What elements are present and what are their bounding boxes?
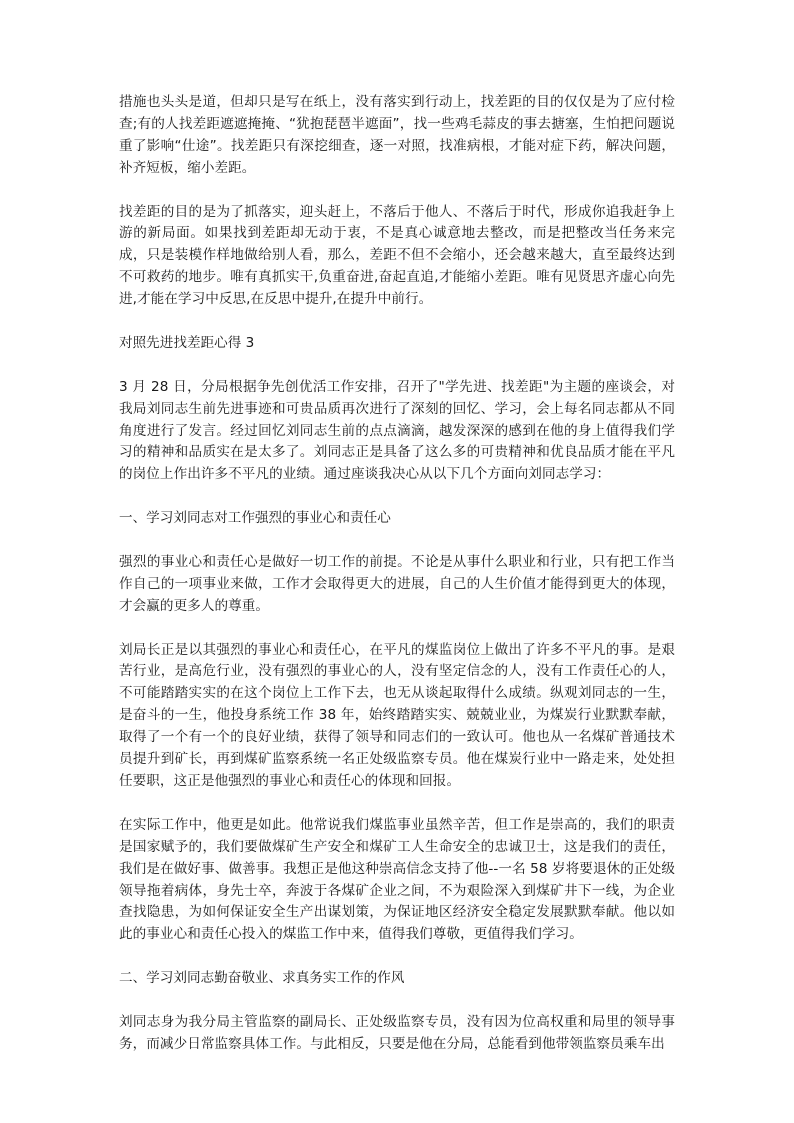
paragraph-7: 刘同志身为我分局主管监察的副局长、正处级监察专员，没有因为位高权重和局里的领导事务，而减少日常监察具体工作。与此相反，只要是他在分局，总能看到他带领监察员乘车出: [119, 1013, 675, 1052]
paragraph-3: 3 月 28 日，分局根据争先创优活工作安排，召开了"学先进、找差距"为主题的座谈会，对我局刘同志生前先进事迹和可贵品质再次进行了深刻的回忆、学习，会上每名同志都从不同角度进行了发言。经过回忆刘同志生前的点点滴滴，越发深深的感到在他的身上值得我们学习的精神和品质实在是太多了。刘同志正是具备了这么多的可贵精神和优良品质才能在平凡的岗位上作出许多不平凡的业绩。通过座谈我决心从以下几个方面向刘同志学习：: [119, 378, 675, 483]
paragraph-6: 在实际工作中，他更是如此。他常说我们煤监事业虽然辛苦，但工作是崇高的，我们的职责是国家赋予的，我们要做煤矿生产安全和煤矿工人生命安全的忠诚卫士，这是我们的责任，我们是在做好事、做善事。我想正是他这种崇高信念支持了他--一名 58 岁将要退休的正处级领导拖着病体，身先士卒，奔波于各煤矿企业之间，不为艰险深入到煤矿井下一线，为企业查找隐患，为如何保证安全生产出谋划策，为保证地区经济安全稳定发展默默奉献。他以如此的事业心和责任心投入的煤监工作中来，值得我们尊敬，更值得我们学习。: [119, 816, 675, 943]
paragraph-4: 强烈的事业心和责任心是做好一切工作的前提。不论是从事什么职业和行业，只有把工作当作自己的一项事业来做，工作才会取得更大的进展，自己的人生价值才能得到更大的体现，才会赢的更多人的尊重。: [119, 553, 675, 614]
document-page: [119, 92, 675, 1056]
paragraph-2: 找差距的目的是为了抓落实，迎头赶上，不落后于他人、不落后于时代，形成你追我赶争上游的新局面。如果找到差距却无动于衷，不是真心诚意地去整改，而是把整改当任务来完成，只是装模作样地做给别人看，那么，差距不但不会缩小，还会越来越大，直至最终达到不可救药的地步。唯有真抓实干,负重奋进,奋起直追,才能缩小差距。唯有见贤思齐虚心向先进,才能在学习中反思,在反思中提升,在提升中前行。: [119, 203, 675, 308]
section-title: 对照先进找差距心得 3: [119, 334, 255, 351]
heading-1: 一、学习刘同志对工作强烈的事业心和责任心: [119, 510, 391, 527]
heading-2: 二、学习刘同志勤奋敬业、求真务实工作的作风: [119, 970, 405, 987]
paragraph-5: 刘局长正是以其强烈的事业心和责任心，在平凡的煤监岗位上做出了许多不平凡的事。是艰苦行业，是高危行业，没有强烈的事业心的人，没有坚定信念的人，没有工作责任心的人，不可能踏踏实实的在这个岗位上工作下去，也无从谈起取得什么成绩。纵观刘同志的一生，是奋斗的一生，他投身系统工作 38 年，始终踏踏实实、兢兢业业，为煤炭行业默默奉献，取得了一个有一个的良好业绩，获得了领导和同志们的一致认可。他也从一名煤矿普通技术员提升到矿长，再到煤矿监察系统一名正处级监察专员。他在煤炭行业中一路走来，处处担任要职，这正是他强烈的事业心和责任心的体现和回报。: [119, 641, 675, 789]
paragraph-1: 措施也头头是道，但却只是写在纸上，没有落实到行动上，找差距的目的仅仅是为了应付检查;有的人找差距遮遮掩掩、“犹抱琵琶半遮面”，找一些鸡毛蒜皮的事去搪塞，生怕把问题说重了影响“仕途”。找差距只有深挖细查，逐一对照，找准病根，才能对症下药，解决问题，补齐短板，缩小差距。: [119, 94, 675, 176]
